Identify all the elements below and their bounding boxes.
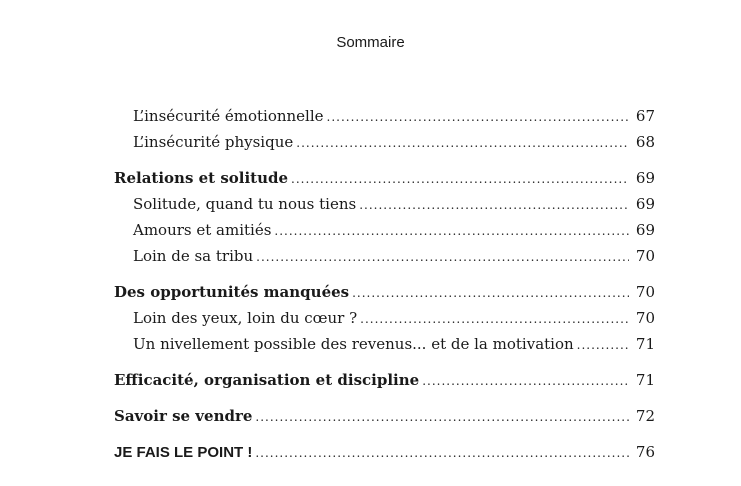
toc-entry-page: 69: [635, 221, 655, 239]
toc-entry-title: L’insécurité émotionnelle: [133, 107, 324, 125]
dot-leader: [352, 280, 629, 306]
toc-entry-insecurite-emotionnelle[interactable]: [114, 103, 655, 129]
toc-entry-page: 69: [635, 195, 655, 213]
dot-leader: [360, 306, 629, 332]
toc-entry-title: Solitude, quand tu nous tiens: [133, 195, 357, 213]
dot-leader: [255, 404, 629, 430]
toc-entry-title: Savoir se vendre: [114, 407, 253, 425]
toc-entry-page: 70: [635, 247, 655, 265]
table-of-contents: [114, 103, 655, 465]
toc-entry-page: 70: [635, 309, 655, 327]
toc-entry-title: Loin des yeux, loin du cœur ?: [133, 309, 358, 327]
dot-leader: [255, 440, 629, 466]
dot-leader: [296, 130, 629, 156]
toc-entry-page: 71: [635, 335, 655, 353]
toc-entry-title: L’insécurité physique: [133, 133, 294, 151]
page-title: Sommaire: [336, 34, 405, 51]
toc-entry-insecurite-physique[interactable]: [114, 129, 655, 155]
toc-entry-title: Un nivellement possible des revenus... et de la motivation: [133, 335, 574, 353]
dot-leader: [422, 368, 629, 394]
toc-entry-page: 70: [635, 283, 655, 301]
toc-entry-title: JE FAIS LE POINT !: [114, 444, 253, 461]
dot-leader: [274, 218, 629, 244]
toc-entry-je-fais-le-point[interactable]: [114, 439, 655, 465]
toc-entry-opportunites-manquees[interactable]: [114, 279, 655, 305]
toc-entry-page: 72: [635, 407, 655, 425]
toc-entry-title: Loin de sa tribu: [133, 247, 254, 265]
dot-leader: [327, 104, 629, 130]
toc-entry-loin-de-sa-tribu[interactable]: [114, 243, 655, 269]
dot-leader: [291, 166, 629, 192]
toc-entry-loin-des-yeux[interactable]: [114, 305, 655, 331]
toc-entry-page: 67: [635, 107, 655, 125]
toc-entry-page: 69: [635, 169, 655, 187]
toc-entry-savoir-se-vendre[interactable]: [114, 403, 655, 429]
toc-entry-page: 76: [635, 443, 655, 461]
dot-leader: [577, 332, 629, 358]
toc-entry-title: Amours et amitiés: [133, 221, 272, 239]
toc-entry-title: Efficacité, organisation et discipline: [114, 371, 420, 389]
toc-entry-solitude[interactable]: [114, 191, 655, 217]
toc-entry-title: Des opportunités manquées: [114, 283, 350, 301]
toc-entry-efficacite[interactable]: [114, 367, 655, 393]
toc-entry-relations-et-solitude[interactable]: [114, 165, 655, 191]
toc-entry-page: 71: [635, 371, 655, 389]
toc-entry-nivellement-revenus[interactable]: [114, 331, 655, 357]
toc-entry-amours-et-amities[interactable]: [114, 217, 655, 243]
toc-entry-page: 68: [635, 133, 655, 151]
dot-leader: [359, 192, 629, 218]
toc-entry-title: Relations et solitude: [114, 169, 289, 187]
dot-leader: [256, 244, 629, 270]
